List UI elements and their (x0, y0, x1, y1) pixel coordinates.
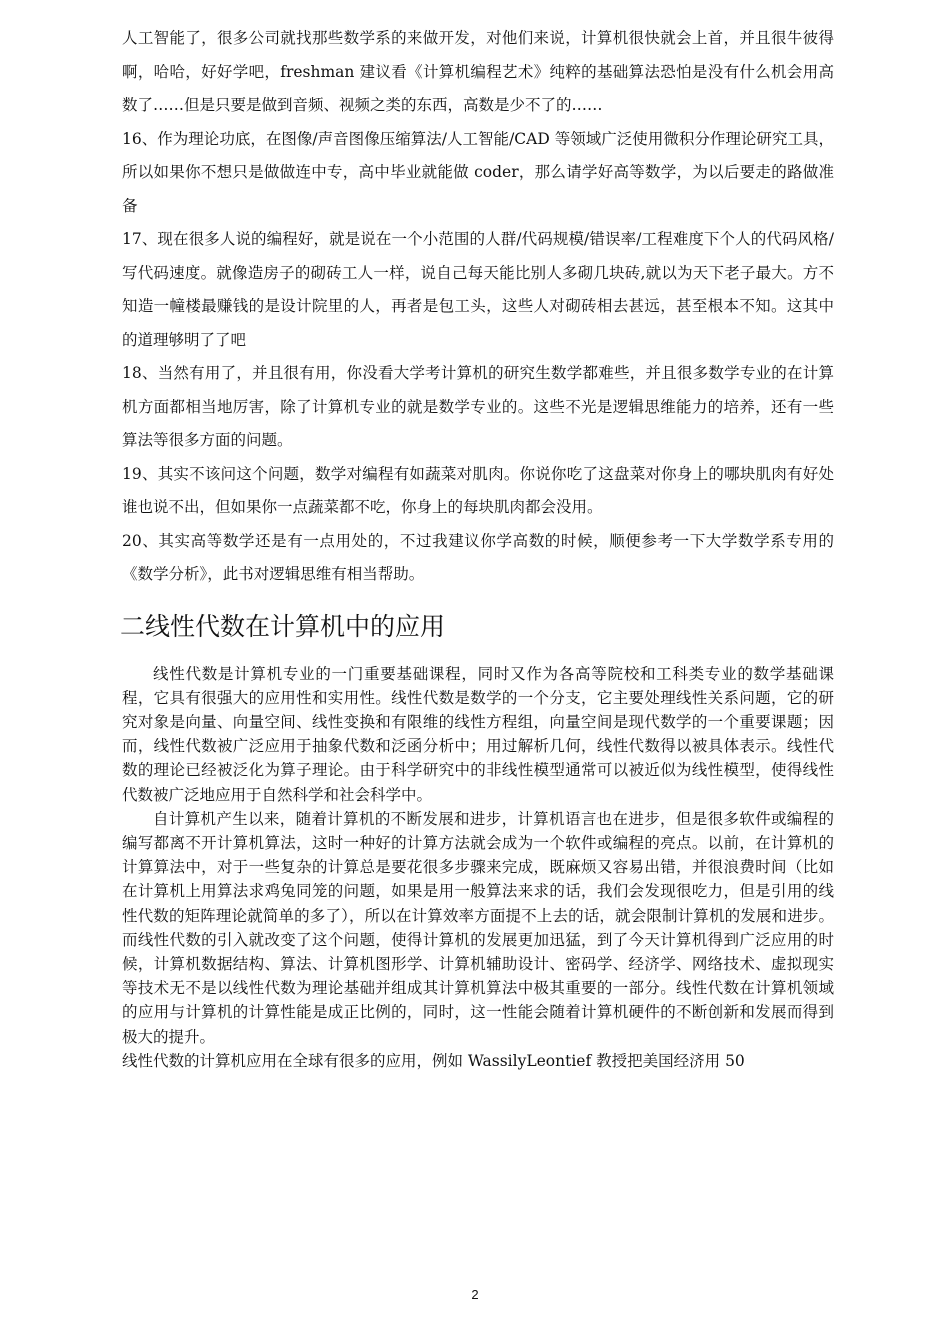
section-heading: 二线性代数在计算机中的应用 (120, 611, 446, 641)
qa-item-18: 18、当然有用了，并且很有用，你没看大学考计算机的研究生数学都难些，并且很多数学专业的在计算机方面都相当地厉害，除了计算机专业的就是数学专业的。这些不光是逻辑思维能力的培养，还有一些算法等很多方面的问题。 (122, 364, 834, 449)
qa-list (122, 22, 834, 592)
qa-item-19: 19、其实不该问这个问题，数学对编程有如蔬菜对肌肉。你说你吃了这盘菜对你身上的哪块肌肉有好处谁也说不出，但如果你一点蔬菜都不吃，你身上的每块肌肉都会没用。 (122, 464, 834, 516)
body-paragraph-3: 线性代数的计算机应用在全球有很多的应用，例如 WassilyLeontief 教授把美国经济用 50 (122, 1051, 745, 1070)
qa-item-16: 16、作为理论功底，在图像/声音图像压缩算法/人工智能/CAD 等领域广泛使用微积分作理论研究工具，所以如果你不想只是做做连中专，高中毕业就能做 coder，那么请学好高等数学，为以后要走的路做准备 (122, 129, 834, 215)
qa-item-20: 20、其实高等数学还是有一点用处的，不过我建议你学高数的时候，顺便参考一下大学数学系专用的《数学分析》，此书对逻辑思维有相当帮助。 (122, 531, 834, 583)
page-number: 2 (471, 1287, 479, 1302)
qa-item-15-continued: 人工智能了，很多公司就找那些数学系的来做开发，对他们来说，计算机很快就会上首，并且很牛彼得啊，哈哈，好好学吧，freshman 建议看《计算机编程艺术》纯粹的基础算法恐怕是没有什么机会用高数了……但是只要是做到音频、视频之类的东西，高数是少不了的…… (122, 29, 834, 114)
document-page (122, 22, 834, 1073)
body-paragraph-1: 线性代数是计算机专业的一门重要基础课程，同时又作为各高等院校和工科类专业的数学基础课程，它具有很强大的应用性和实用性。线性代数是数学的一个分支，它主要处理线性关系问题，它的研究对象是向量、向量空间、线性变换和有限维的线性方程组，向量空间是现代数学的一个重要课题；因而，线性代数被广泛应用于抽象代数和泛函分析中；用过解析几何，线性代数得以被具体表示。线性代数的理论已经被泛化为算子理论。由于科学研究中的非线性模型通常可以被近似为线性模型，使得线性代数被广泛地应用于自然科学和社会科学中。 (122, 664, 834, 804)
section-body (122, 662, 834, 1073)
body-paragraph-2: 自计算机产生以来，随着计算机的不断发展和进步，计算机语言也在进步，但是很多软件或编程的编写都离不开计算机算法，这时一种好的计算方法就会成为一个软件或编程的亮点。以前，在计算机的计算算法中，对于一些复杂的计算总是要花很多步骤来完成，既麻烦又容易出错，并很浪费时间（比如在计算机上用算法求鸡兔同笼的问题，如果是用一般算法来求的话，我们会发现很吃力，但是引用的线性代数的矩阵理论就简单的多了），所以在计算效率方面提不上去的话，就会限制计算机的发展和进步。而线性代数的引入就改变了这个问题，使得计算机的发展更加迅猛，到了今天计算机得到广泛应用的时候，计算机数据结构、算法、计算机图形学、计算机辅助设计、密码学、经济学、网络技术、虚拟现实等技术无不是以线性代数为理论基础并组成其计算机算法中极其重要的一部分。线性代数在计算机领域的应用与计算机的计算性能是成正比例的，同时，这一性能会随着计算机硬件的不断创新和发展而得到极大的提升。 (122, 809, 834, 1046)
qa-item-17: 17、现在很多人说的编程好，就是说在一个小范围的人群/代码规模/错误率/工程难度下个人的代码风格/写代码速度。就像造房子的砌砖工人一样，说自己每天能比别人多砌几块砖,就以为天下老子最大。方不知造一幢楼最赚钱的是设计院里的人，再者是包工头，这些人对砌砖相去甚远，甚至根本不知。这其中的道理够明了了吧 (122, 230, 834, 349)
